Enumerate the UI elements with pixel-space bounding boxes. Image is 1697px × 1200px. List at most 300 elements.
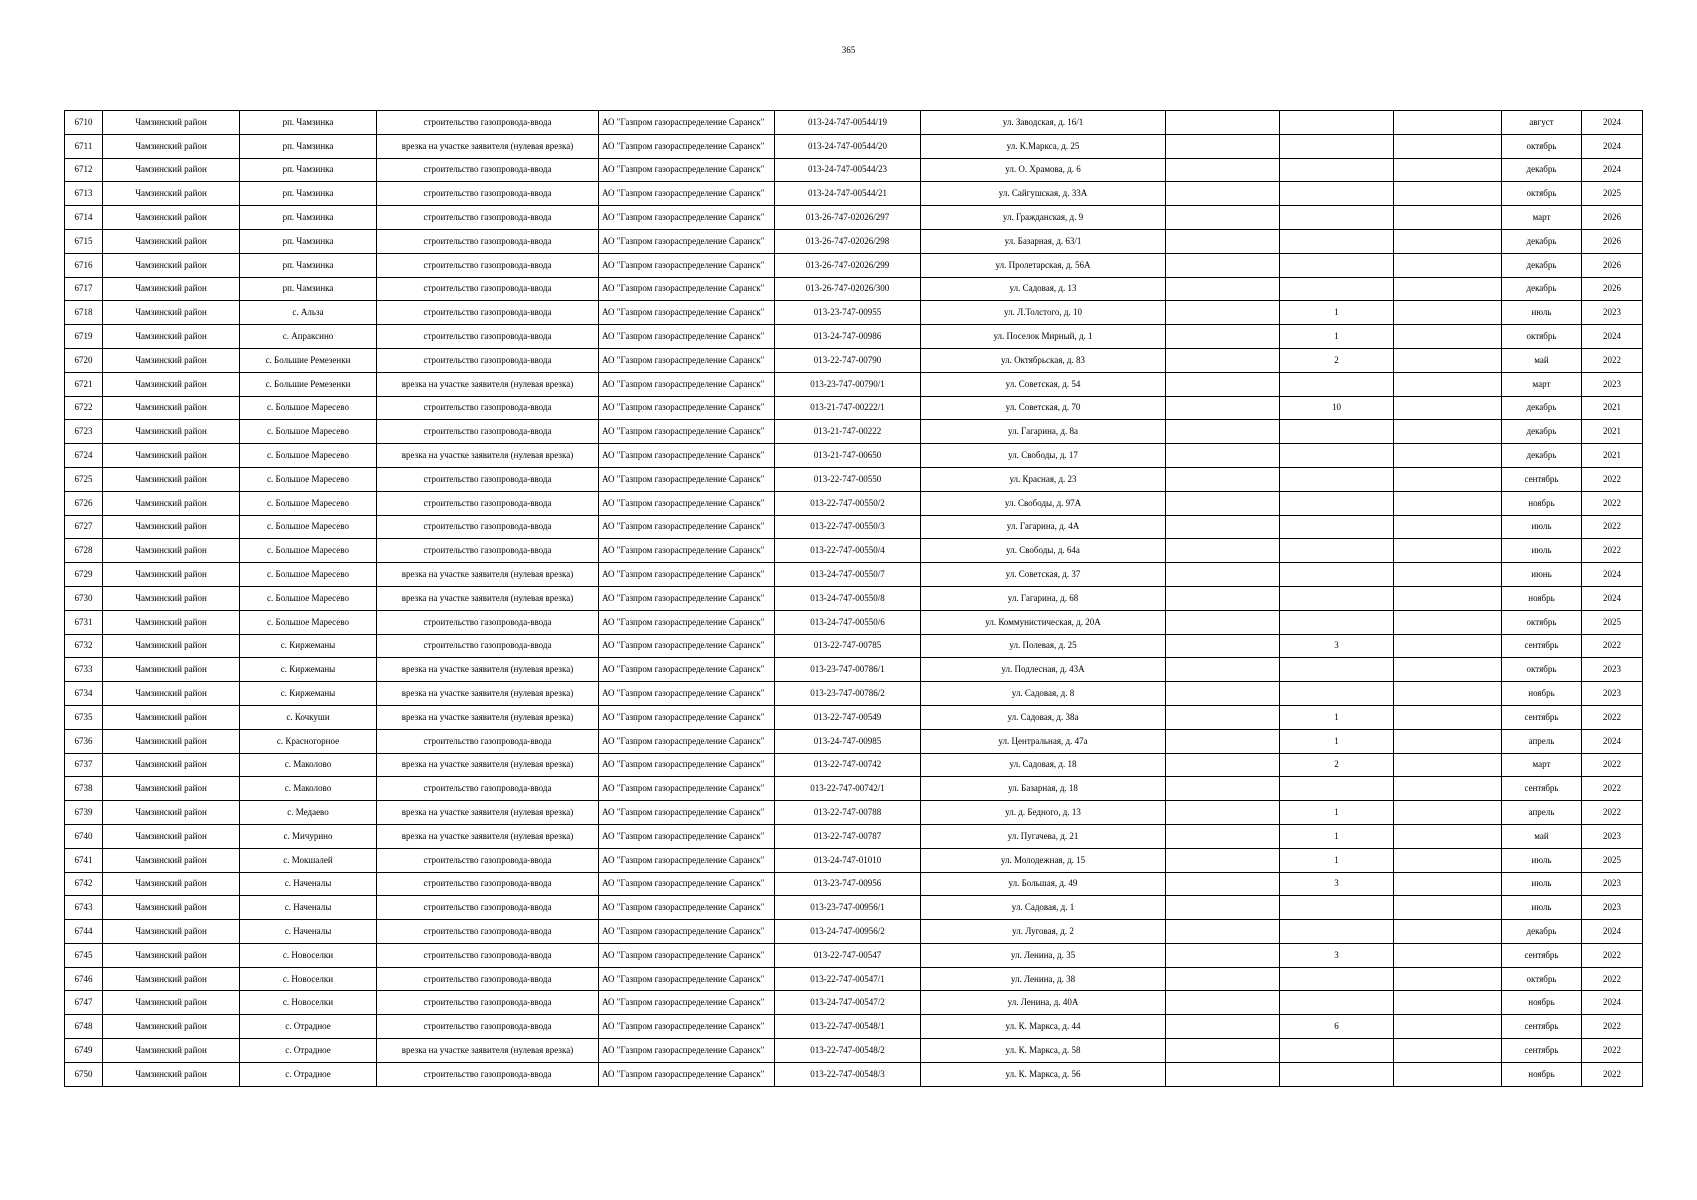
locality-cell: с. Апраксино [240,325,377,349]
locality-cell: с. Красногорное [240,729,377,753]
month-cell: декабрь [1502,920,1582,944]
district-cell: Чамзинский район [103,610,240,634]
district-cell: Чамзинский район [103,229,240,253]
district-cell: Чамзинский район [103,111,240,135]
district-cell: Чамзинский район [103,253,240,277]
year-cell: 2022 [1582,967,1643,991]
month-cell: декабрь [1502,396,1582,420]
year-cell: 2021 [1582,444,1643,468]
table-row [65,158,1643,182]
count-cell [1280,253,1394,277]
year-cell: 2021 [1582,420,1643,444]
empty-cell-8 [1166,586,1280,610]
month-cell: сентябрь [1502,777,1582,801]
work-type-cell: строительство газопровода-ввода [377,301,599,325]
table-row [65,491,1643,515]
registry-table [64,110,1643,1087]
month-cell: июль [1502,872,1582,896]
table-row [65,229,1643,253]
organization-cell: АО "Газпром газораспределение Саранск" [599,634,775,658]
locality-cell: рп. Чамзинка [240,229,377,253]
locality-cell: с. Большое Маресево [240,467,377,491]
empty-cell-10 [1394,1062,1502,1086]
locality-cell: с. Маколово [240,753,377,777]
empty-cell-8 [1166,182,1280,206]
month-cell: август [1502,111,1582,135]
count-cell [1280,229,1394,253]
row-number-cell: 6745 [65,943,103,967]
month-cell: декабрь [1502,444,1582,468]
empty-cell-8 [1166,943,1280,967]
table-row [65,206,1643,230]
application-code-cell: 013-24-747-00544/19 [775,111,921,135]
year-cell: 2024 [1582,586,1643,610]
locality-cell: с. Большое Маресево [240,563,377,587]
row-number-cell: 6729 [65,563,103,587]
empty-cell-8 [1166,491,1280,515]
district-cell: Чамзинский район [103,824,240,848]
year-cell: 2024 [1582,563,1643,587]
table-row [65,610,1643,634]
district-cell: Чамзинский район [103,206,240,230]
work-type-cell: строительство газопровода-ввода [377,920,599,944]
empty-cell-8 [1166,277,1280,301]
empty-cell-10 [1394,515,1502,539]
district-cell: Чамзинский район [103,348,240,372]
empty-cell-10 [1394,920,1502,944]
table-row [65,301,1643,325]
empty-cell-10 [1394,753,1502,777]
row-number-cell: 6739 [65,801,103,825]
application-code-cell: 013-22-747-00787 [775,824,921,848]
empty-cell-10 [1394,658,1502,682]
month-cell: декабрь [1502,229,1582,253]
address-cell: ул. Советская, д. 70 [921,396,1166,420]
application-code-cell: 013-22-747-00547/1 [775,967,921,991]
year-cell: 2022 [1582,1062,1643,1086]
row-number-cell: 6736 [65,729,103,753]
row-number-cell: 6740 [65,824,103,848]
application-code-cell: 013-23-747-00786/2 [775,682,921,706]
count-cell: 3 [1280,943,1394,967]
district-cell: Чамзинский район [103,515,240,539]
row-number-cell: 6726 [65,491,103,515]
month-cell: сентябрь [1502,705,1582,729]
locality-cell: с. Новоселки [240,991,377,1015]
empty-cell-8 [1166,301,1280,325]
work-type-cell: строительство газопровода-ввода [377,348,599,372]
work-type-cell: строительство газопровода-ввода [377,634,599,658]
locality-cell: с. Киржеманы [240,682,377,706]
locality-cell: рп. Чамзинка [240,277,377,301]
locality-cell: с. Большие Ремезенки [240,348,377,372]
work-type-cell: строительство газопровода-ввода [377,229,599,253]
year-cell: 2023 [1582,682,1643,706]
district-cell: Чамзинский район [103,444,240,468]
month-cell: октябрь [1502,967,1582,991]
row-number-cell: 6742 [65,872,103,896]
empty-cell-10 [1394,943,1502,967]
month-cell: декабрь [1502,253,1582,277]
organization-cell: АО "Газпром газораспределение Саранск" [599,444,775,468]
district-cell: Чамзинский район [103,705,240,729]
table-row [65,920,1643,944]
empty-cell-10 [1394,801,1502,825]
empty-cell-8 [1166,896,1280,920]
application-code-cell: 013-21-747-00222 [775,420,921,444]
count-cell [1280,586,1394,610]
year-cell: 2024 [1582,111,1643,135]
count-cell [1280,372,1394,396]
count-cell [1280,539,1394,563]
year-cell: 2023 [1582,301,1643,325]
organization-cell: АО "Газпром газораспределение Саранск" [599,158,775,182]
table-row [65,1062,1643,1086]
work-type-cell: строительство газопровода-ввода [377,848,599,872]
row-number-cell: 6720 [65,348,103,372]
work-type-cell: строительство газопровода-ввода [377,182,599,206]
month-cell: ноябрь [1502,586,1582,610]
count-cell [1280,658,1394,682]
year-cell: 2026 [1582,253,1643,277]
count-cell [1280,444,1394,468]
table-row [65,991,1643,1015]
address-cell: ул. Свободы, д. 97А [921,491,1166,515]
year-cell: 2023 [1582,872,1643,896]
application-code-cell: 013-23-747-00790/1 [775,372,921,396]
row-number-cell: 6711 [65,134,103,158]
locality-cell: с. Большое Маресево [240,491,377,515]
year-cell: 2024 [1582,920,1643,944]
district-cell: Чамзинский район [103,872,240,896]
empty-cell-10 [1394,539,1502,563]
district-cell: Чамзинский район [103,991,240,1015]
empty-cell-10 [1394,682,1502,706]
application-code-cell: 013-22-747-00785 [775,634,921,658]
organization-cell: АО "Газпром газораспределение Саранск" [599,420,775,444]
organization-cell: АО "Газпром газораспределение Саранск" [599,134,775,158]
work-type-cell: строительство газопровода-ввода [377,777,599,801]
locality-cell: рп. Чамзинка [240,206,377,230]
row-number-cell: 6735 [65,705,103,729]
row-number-cell: 6725 [65,467,103,491]
district-cell: Чамзинский район [103,301,240,325]
address-cell: ул. Гагарина, д. 4А [921,515,1166,539]
table-row [65,348,1643,372]
month-cell: октябрь [1502,134,1582,158]
organization-cell: АО "Газпром газораспределение Саранск" [599,943,775,967]
year-cell: 2023 [1582,896,1643,920]
locality-cell: с. Новоселки [240,967,377,991]
year-cell: 2022 [1582,801,1643,825]
row-number-cell: 6747 [65,991,103,1015]
organization-cell: АО "Газпром газораспределение Саранск" [599,658,775,682]
row-number-cell: 6712 [65,158,103,182]
district-cell: Чамзинский район [103,372,240,396]
empty-cell-8 [1166,134,1280,158]
address-cell: ул. К. Маркса, д. 44 [921,1015,1166,1039]
empty-cell-8 [1166,158,1280,182]
locality-cell: с. Большое Маресево [240,586,377,610]
address-cell: ул. Луговая, д. 2 [921,920,1166,944]
district-cell: Чамзинский район [103,634,240,658]
application-code-cell: 013-26-747-02026/299 [775,253,921,277]
locality-cell: с. Киржеманы [240,658,377,682]
district-cell: Чамзинский район [103,586,240,610]
address-cell: ул. Базарная, д. 18 [921,777,1166,801]
locality-cell: с. Большое Маресево [240,444,377,468]
row-number-cell: 6727 [65,515,103,539]
table-row [65,277,1643,301]
month-cell: июнь [1502,563,1582,587]
application-code-cell: 013-22-747-00742 [775,753,921,777]
address-cell: ул. Пугачева, д. 21 [921,824,1166,848]
empty-cell-10 [1394,301,1502,325]
empty-cell-10 [1394,610,1502,634]
application-code-cell: 013-24-747-00547/2 [775,991,921,1015]
work-type-cell: врезка на участке заявителя (нулевая врезка) [377,563,599,587]
empty-cell-10 [1394,372,1502,396]
count-cell: 10 [1280,396,1394,420]
count-cell [1280,563,1394,587]
table-row [65,753,1643,777]
year-cell: 2024 [1582,991,1643,1015]
address-cell: ул. Свободы, д. 64а [921,539,1166,563]
application-code-cell: 013-26-747-02026/297 [775,206,921,230]
locality-cell: с. Большое Маресево [240,396,377,420]
year-cell: 2022 [1582,1015,1643,1039]
locality-cell: с. Большие Ремезенки [240,372,377,396]
work-type-cell: строительство газопровода-ввода [377,467,599,491]
empty-cell-8 [1166,824,1280,848]
empty-cell-10 [1394,1015,1502,1039]
table-row [65,1039,1643,1063]
count-cell: 6 [1280,1015,1394,1039]
address-cell: ул. Ленина, д. 40А [921,991,1166,1015]
count-cell: 2 [1280,753,1394,777]
address-cell: ул. Гагарина, д. 8а [921,420,1166,444]
locality-cell: с. Маколово [240,777,377,801]
empty-cell-10 [1394,134,1502,158]
year-cell: 2023 [1582,824,1643,848]
table-row [65,396,1643,420]
work-type-cell: строительство газопровода-ввода [377,1062,599,1086]
empty-cell-8 [1166,634,1280,658]
empty-cell-8 [1166,920,1280,944]
address-cell: ул. д. Бедного, д. 13 [921,801,1166,825]
application-code-cell: 013-24-747-00550/6 [775,610,921,634]
empty-cell-8 [1166,206,1280,230]
district-cell: Чамзинский район [103,682,240,706]
year-cell: 2022 [1582,943,1643,967]
empty-cell-10 [1394,182,1502,206]
organization-cell: АО "Газпром газораспределение Саранск" [599,206,775,230]
organization-cell: АО "Газпром газораспределение Саранск" [599,1039,775,1063]
table-row [65,824,1643,848]
locality-cell: с. Медаево [240,801,377,825]
application-code-cell: 013-21-747-00222/1 [775,396,921,420]
organization-cell: АО "Газпром газораспределение Саранск" [599,563,775,587]
address-cell: ул. Советская, д. 37 [921,563,1166,587]
month-cell: октябрь [1502,658,1582,682]
work-type-cell: строительство газопровода-ввода [377,396,599,420]
table-row [65,111,1643,135]
organization-cell: АО "Газпром газораспределение Саранск" [599,491,775,515]
empty-cell-8 [1166,848,1280,872]
empty-cell-8 [1166,563,1280,587]
table-row [65,848,1643,872]
work-type-cell: строительство газопровода-ввода [377,729,599,753]
empty-cell-8 [1166,372,1280,396]
address-cell: ул. К. Маркса, д. 58 [921,1039,1166,1063]
work-type-cell: врезка на участке заявителя (нулевая врезка) [377,444,599,468]
row-number-cell: 6730 [65,586,103,610]
empty-cell-10 [1394,777,1502,801]
work-type-cell: строительство газопровода-ввода [377,991,599,1015]
count-cell [1280,182,1394,206]
application-code-cell: 013-24-747-00550/8 [775,586,921,610]
month-cell: декабрь [1502,420,1582,444]
row-number-cell: 6746 [65,967,103,991]
district-cell: Чамзинский район [103,467,240,491]
organization-cell: АО "Газпром газораспределение Саранск" [599,848,775,872]
work-type-cell: строительство газопровода-ввода [377,896,599,920]
organization-cell: АО "Газпром газораспределение Саранск" [599,277,775,301]
organization-cell: АО "Газпром газораспределение Саранск" [599,682,775,706]
application-code-cell: 013-22-747-00550 [775,467,921,491]
application-code-cell: 013-24-747-01010 [775,848,921,872]
locality-cell: рп. Чамзинка [240,134,377,158]
work-type-cell: строительство газопровода-ввода [377,420,599,444]
month-cell: октябрь [1502,610,1582,634]
address-cell: ул. Полевая, д. 25 [921,634,1166,658]
count-cell [1280,896,1394,920]
year-cell: 2022 [1582,705,1643,729]
empty-cell-8 [1166,658,1280,682]
organization-cell: АО "Газпром газораспределение Саранск" [599,610,775,634]
count-cell [1280,1039,1394,1063]
organization-cell: АО "Газпром газораспределение Саранск" [599,229,775,253]
year-cell: 2024 [1582,729,1643,753]
organization-cell: АО "Газпром газораспределение Саранск" [599,801,775,825]
address-cell: ул. Красная, д. 23 [921,467,1166,491]
empty-cell-10 [1394,158,1502,182]
table-row [65,801,1643,825]
district-cell: Чамзинский район [103,134,240,158]
year-cell: 2025 [1582,182,1643,206]
empty-cell-8 [1166,396,1280,420]
work-type-cell: врезка на участке заявителя (нулевая врезка) [377,682,599,706]
organization-cell: АО "Газпром газораспределение Саранск" [599,467,775,491]
address-cell: ул. К.Маркса, д. 25 [921,134,1166,158]
month-cell: сентябрь [1502,1015,1582,1039]
empty-cell-8 [1166,348,1280,372]
count-cell: 1 [1280,301,1394,325]
empty-cell-10 [1394,277,1502,301]
work-type-cell: врезка на участке заявителя (нулевая врезка) [377,824,599,848]
year-cell: 2021 [1582,396,1643,420]
table-row [65,634,1643,658]
application-code-cell: 013-26-747-02026/298 [775,229,921,253]
organization-cell: АО "Газпром газораспределение Саранск" [599,325,775,349]
count-cell [1280,515,1394,539]
work-type-cell: врезка на участке заявителя (нулевая врезка) [377,134,599,158]
row-number-cell: 6723 [65,420,103,444]
application-code-cell: 013-24-747-00550/7 [775,563,921,587]
address-cell: ул. Сайгушская, д. 33А [921,182,1166,206]
table-row [65,729,1643,753]
district-cell: Чамзинский район [103,182,240,206]
address-cell: ул. Садовая, д. 18 [921,753,1166,777]
empty-cell-8 [1166,1039,1280,1063]
table-row [65,467,1643,491]
row-number-cell: 6722 [65,396,103,420]
organization-cell: АО "Газпром газораспределение Саранск" [599,396,775,420]
table-row [65,872,1643,896]
address-cell: ул. К. Маркса, д. 56 [921,1062,1166,1086]
row-number-cell: 6715 [65,229,103,253]
year-cell: 2026 [1582,277,1643,301]
address-cell: ул. Большая, д. 49 [921,872,1166,896]
count-cell [1280,467,1394,491]
count-cell: 1 [1280,848,1394,872]
table-row [65,586,1643,610]
count-cell [1280,491,1394,515]
district-cell: Чамзинский район [103,1015,240,1039]
organization-cell: АО "Газпром газораспределение Саранск" [599,872,775,896]
application-code-cell: 013-22-747-00548/3 [775,1062,921,1086]
locality-cell: с. Кочкуши [240,705,377,729]
year-cell: 2022 [1582,634,1643,658]
address-cell: ул. Заводская, д. 16/1 [921,111,1166,135]
work-type-cell: строительство газопровода-ввода [377,253,599,277]
application-code-cell: 013-26-747-02026/300 [775,277,921,301]
locality-cell: с. Новоселки [240,943,377,967]
row-number-cell: 6714 [65,206,103,230]
district-cell: Чамзинский район [103,729,240,753]
work-type-cell: строительство газопровода-ввода [377,325,599,349]
application-code-cell: 013-22-747-00550/3 [775,515,921,539]
count-cell [1280,920,1394,944]
work-type-cell: строительство газопровода-ввода [377,539,599,563]
month-cell: декабрь [1502,158,1582,182]
empty-cell-10 [1394,444,1502,468]
table-row [65,372,1643,396]
empty-cell-10 [1394,420,1502,444]
empty-cell-8 [1166,111,1280,135]
year-cell: 2025 [1582,610,1643,634]
month-cell: июль [1502,848,1582,872]
row-number-cell: 6732 [65,634,103,658]
row-number-cell: 6748 [65,1015,103,1039]
year-cell: 2023 [1582,372,1643,396]
locality-cell: с. Наченалы [240,872,377,896]
work-type-cell: строительство газопровода-ввода [377,943,599,967]
district-cell: Чамзинский район [103,277,240,301]
month-cell: сентябрь [1502,1039,1582,1063]
application-code-cell: 013-22-747-00548/1 [775,1015,921,1039]
row-number-cell: 6719 [65,325,103,349]
address-cell: ул. Подлесная, д. 43А [921,658,1166,682]
month-cell: сентябрь [1502,467,1582,491]
organization-cell: АО "Газпром газораспределение Саранск" [599,348,775,372]
page-number: 365 [841,45,856,55]
count-cell: 1 [1280,705,1394,729]
organization-cell: АО "Газпром газораспределение Саранск" [599,586,775,610]
month-cell: сентябрь [1502,634,1582,658]
count-cell [1280,967,1394,991]
row-number-cell: 6734 [65,682,103,706]
